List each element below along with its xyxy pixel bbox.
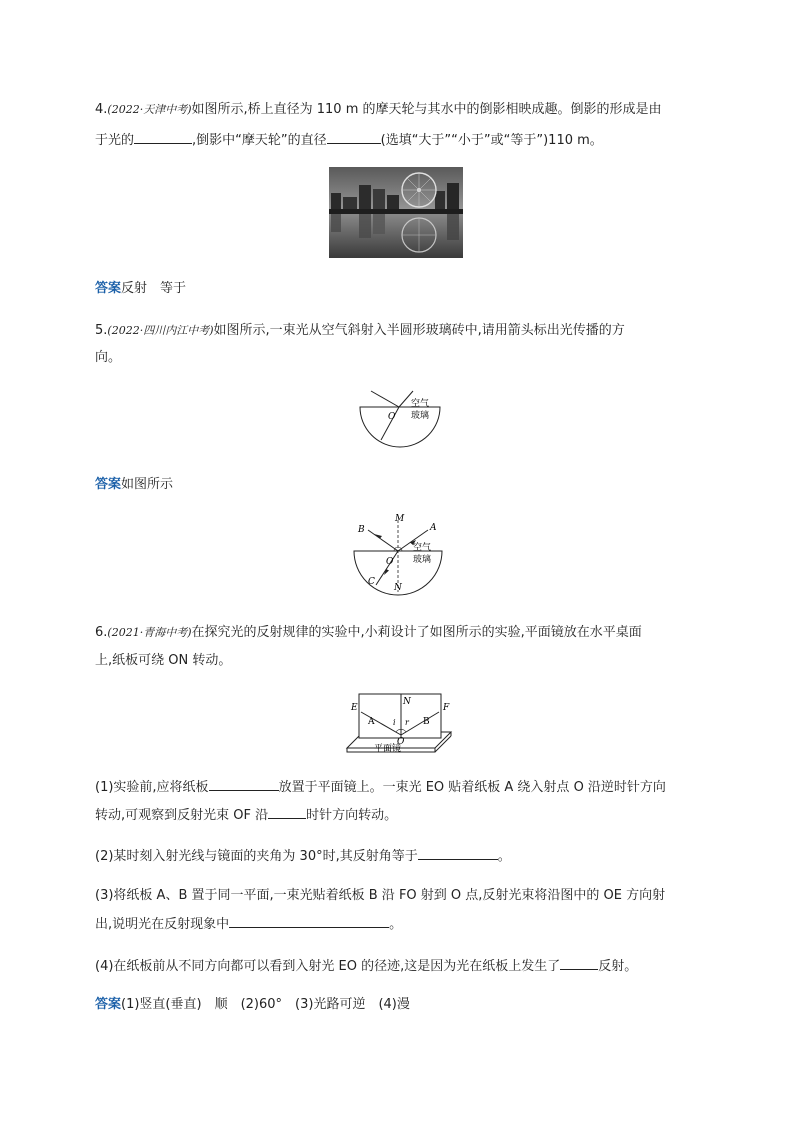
q6-sub4-text-a: (4)在纸板前从不同方向都可以看到入射光 EO 的径迹,这是因为光在纸板上发生了 [95, 959, 561, 974]
q6-sub3-line-1 [95, 887, 665, 905]
q6-fig-b-label: B [423, 717, 430, 727]
q5-number: 5. [95, 323, 108, 338]
q6-fig-e-label: E [351, 703, 358, 713]
q4-answer-label: 答案 [95, 281, 122, 296]
q5-answer [95, 476, 173, 494]
q5-answer-text: 如图所示 [121, 477, 174, 492]
q6-sub2-blank[interactable] [418, 846, 498, 860]
q4-text-1: 如图所示,桥上直径为 110 m 的摩天轮与其水中的倒影相映成趣。倒影的形成是由 [191, 102, 662, 117]
q5-answer-diagram [350, 512, 450, 596]
q6-number: 6. [95, 625, 108, 640]
q5-fig2-b-label: B [358, 525, 365, 535]
q5-fig1-air-label: 空气 [411, 399, 430, 409]
q5-fig2-glass-label: 玻璃 [413, 555, 432, 565]
q6-source: (2021·青海中考) [107, 626, 192, 639]
q6-sub1-text-a: (1)实验前,应将纸板 [95, 780, 209, 795]
q6-fig-n-label: N [403, 697, 411, 707]
q6-fig-r-label: r [405, 718, 409, 727]
q6-sub1-text-d: 时针方向转动。 [306, 808, 398, 823]
q4-blank-2[interactable] [327, 130, 381, 144]
q6-answer-text: (1)竖直(垂直) 顺 (2)60° (3)光路可逆 (4)漫 [121, 997, 410, 1012]
q5-text-1: 如图所示,一束光从空气斜射入半圆形玻璃砖中,请用箭头标出光传播的方 [213, 323, 625, 338]
q6-fig-a-label: A [368, 717, 375, 727]
q6-sub1-blank-1[interactable] [209, 777, 279, 791]
q6-sub1-blank-2[interactable] [268, 805, 306, 819]
q5-fig1-o-label: O [388, 412, 396, 422]
q4-text-2b: ,倒影中“摩天轮”的直径 [192, 133, 327, 148]
q6-sub1-text-b: 放置于平面镜上。一束光 EO 贴着纸板 A 绕入射点 O 沿逆时针方向 [278, 780, 666, 795]
q4-source: (2022·天津中考) [107, 103, 192, 116]
q5-fig2-n-label: N [394, 583, 402, 593]
q6-sub4-blank[interactable] [560, 956, 598, 970]
q6-sub3-text-b: 出,说明光在反射现象中 [95, 917, 230, 932]
q6-sub4-line [95, 956, 637, 976]
q6-sub3-text-c: 。 [389, 917, 403, 932]
q6-fig-o-label: O [397, 737, 405, 747]
q6-answer-label: 答案 [95, 997, 122, 1012]
q6-text-2: 上,纸板可绕 ON 转动。 [95, 653, 232, 668]
q6-line-2 [95, 652, 231, 670]
q5-fig2-o-label: O [386, 557, 394, 567]
q6-sub3-text-a: (3)将纸板 A、B 置于同一平面,一束光贴着纸板 B 沿 FO 射到 O 点,反射光束将沿图中的 OE 方向射 [95, 888, 666, 903]
q4-text-2a: 于光的 [95, 133, 135, 148]
q6-sub1-text-c: 转动,可观察到反射光束 OF 沿 [95, 808, 269, 823]
q5-fig2-m-label: M [395, 514, 405, 524]
q6-sub1-line-2 [95, 805, 397, 825]
q6-fig-mirror-label: 平面镜 [374, 744, 402, 754]
q5-answer-label: 答案 [95, 477, 122, 492]
q5-fig2-a-label: A [430, 523, 437, 533]
q5-line-2 [95, 349, 121, 367]
q6-sub4-text-b: 反射。 [598, 959, 638, 974]
q6-sub3-line-2 [95, 914, 402, 934]
q6-fig-i-label: i [393, 718, 396, 727]
q5-fig1-glass-label: 玻璃 [411, 411, 430, 421]
q6-sub3-blank[interactable] [229, 914, 389, 928]
q6-fig-f-label: F [443, 703, 450, 713]
q4-ferris-wheel-photo [329, 167, 463, 258]
q6-sub2-text-b: 。 [497, 849, 511, 864]
q6-text-1: 在探究光的反射规律的实验中,小莉设计了如图所示的实验,平面镜放在水平桌面 [191, 625, 642, 640]
q6-line-1 [95, 624, 642, 642]
q4-answer-text: 反射 等于 [121, 281, 187, 296]
q6-sub2-line [95, 846, 511, 866]
q6-answer [95, 996, 410, 1014]
q4-blank-1[interactable] [134, 130, 192, 144]
q5-source: (2022·四川内江中考) [107, 324, 214, 337]
q5-text-2: 向。 [95, 350, 122, 365]
q4-line-2 [95, 130, 603, 150]
q5-fig2-c-label: C [368, 577, 375, 587]
q4-number: 4. [95, 102, 108, 117]
q5-line-1 [95, 322, 625, 340]
q5-fig2-air-label: 空气 [413, 543, 432, 553]
q4-answer [95, 280, 186, 298]
q5-glass-diagram [355, 388, 445, 448]
q4-text-2c: (选填“大于”“小于”或“等于”)110 m。 [380, 133, 603, 148]
q6-reflection-apparatus-diagram [343, 688, 455, 758]
q6-sub2-text-a: (2)某时刻入射光线与镜面的夹角为 30°时,其反射角等于 [95, 849, 418, 864]
q6-sub1-line-1 [95, 777, 666, 797]
q4-line-1 [95, 101, 662, 119]
